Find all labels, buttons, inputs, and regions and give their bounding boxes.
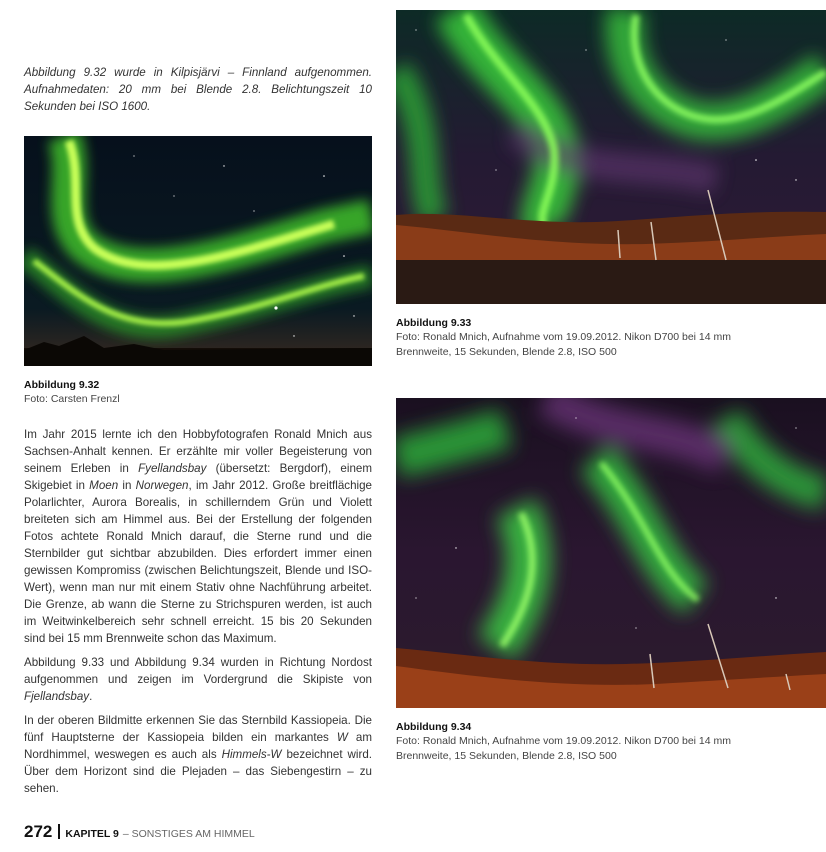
page-footer	[24, 822, 255, 842]
figure-label-9-34: Abbildung 9.34	[396, 721, 472, 733]
chapter-subtitle: – SONSTIGES AM HIMMEL	[122, 828, 255, 840]
footer-divider	[58, 824, 60, 839]
chapter-label: KAPITEL 9	[65, 828, 119, 840]
aurora-photo-9-34	[396, 398, 826, 708]
intro-caption: Abbildung 9.32 wurde in Kilpisjärvi – Finnland aufgenommen. Aufnahmedaten: 20 mm bei Blende 2.8. Belichtungszeit 10 Sekunden bei ISO 1600.	[24, 66, 372, 113]
figure-label-9-32: Abbildung 9.32	[24, 379, 100, 391]
body-paragraph-3: In der oberen Bildmitte erkennen Sie das Sternbild Kassiopeia. Die fünf Hauptsterne der Kassiopeia bilden ein markantes W am Nordhimmel, weswegen es auch als Himmels-W bezeichnet wird. Über dem Horizont sind die Plejaden – das Siebengestirn – zu sehen.	[24, 714, 373, 795]
figure-credit-9-32: Foto: Carsten Frenzl	[24, 393, 120, 405]
page-number: 272	[24, 822, 53, 841]
figure-credit-9-34: Foto: Ronald Mnich, Aufnahme vom 19.09.2012. Nikon D700 bei 14 mm Brennweite, 15 Sekunden, Blende 2.8, ISO 500	[396, 735, 732, 762]
figure-label-9-33: Abbildung 9.33	[396, 317, 472, 329]
aurora-photo-9-32	[24, 136, 372, 366]
body-paragraph-1: Im Jahr 2015 lernte ich den Hobbyfotografen Ronald Mnich aus Sachsen-Anhalt kennen. Er erzählte mir voller Begeisterung von seinem Erleben in Fyellandsbay (übersetzt: Bergdorf), einem Skigebiet in Moen in Norwegen, im Jahr 2012. Große breitflächige Polarlichter, Aurora Borealis, in schillerndem Grün und Violett breiteten sich am Himmel aus. Bei der Erstellung der folgenden Fotos achtete Ronald Mnich darauf, die Sterne rund und die Sternbilder gut sichtbar abzubilden. Dies erfordert immer einen gewissen Kompromiss (zwischen Belichtungszeit, Blende und ISO-Wert), wenn man nur mit einem Stativ ohne Nachführung arbeitet. Die Grenze, ab wann die Sterne zu Strichspuren werden, ist auch im Weitwinkelbereich sehr schnell erreicht. 15 bis 20 Sekunden sind bei 15 mm Brennweite schon das Maximum.	[24, 428, 373, 645]
aurora-photo-9-33	[396, 10, 826, 304]
figure-credit-9-33: Foto: Ronald Mnich, Aufnahme vom 19.09.2012. Nikon D700 bei 14 mm Brennweite, 15 Sekunden, Blende 2.8, ISO 500	[396, 331, 732, 358]
body-text	[24, 426, 372, 804]
body-paragraph-2: Abbildung 9.33 und Abbildung 9.34 wurden in Richtung Nordost aufgenommen und zeigen im Vordergrund die Skipiste von Fjellandsbay.	[24, 656, 372, 703]
